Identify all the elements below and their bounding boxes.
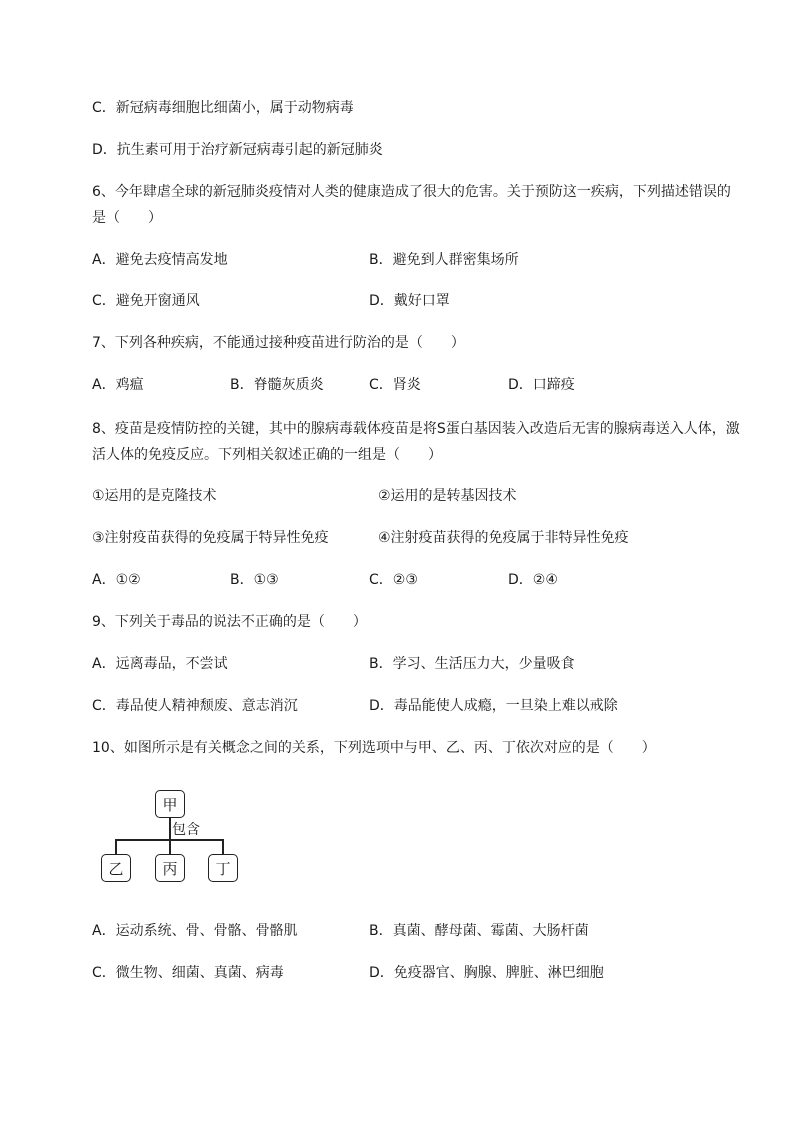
q7-option-a: A．鸡瘟 [92, 377, 144, 393]
q10-option-b: B．真菌、酵母菌、霉菌、大肠杆菌 [369, 923, 589, 939]
q8-statement-4: ④注射疫苗获得的免疫属于非特异性免疫 [378, 530, 629, 546]
q9-option-a: A．远离毒品，不尝试 [92, 656, 228, 672]
q6-option-c: C．避免开窗通风 [92, 293, 200, 309]
diagram-node-left: 乙 [101, 854, 131, 882]
q10-option-a: A．运动系统、骨、骨骼、骨骼肌 [92, 923, 298, 939]
q6-option-d: D．戴好口罩 [369, 293, 450, 309]
q6-stem: 6、今年肆虐全球的新冠肺炎疫情对人类的健康造成了很大的危害。关于预防这一疾病，下列描述错误的是（ ） [92, 184, 731, 226]
q7-option-c: C．肾炎 [369, 377, 421, 393]
q7-option-d: D．口蹄疫 [508, 377, 575, 393]
diagram-drop-middle [169, 839, 171, 854]
q8-option-d: D．②④ [508, 572, 558, 588]
q9-option-d: D．毒品能使人成瘾，一旦染上难以戒除 [369, 698, 618, 714]
q8-stem: 8、疫苗是疫情防控的关键，其中的腺病毒载体疫苗是将S蛋白基因装入改造后无害的腺病毒送入人体，激活人体的免疫反应。下列相关叙述正确的一组是（ ） [92, 421, 740, 463]
q8-option-b: B．①③ [230, 572, 279, 588]
q8-option-c: C．②③ [369, 572, 418, 588]
q8-option-a: A．①② [92, 572, 141, 588]
q10-stem: 10、如图所示是有关概念之间的关系，下列选项中与甲、乙、丙、丁依次对应的是（ ） [92, 740, 656, 756]
q7-stem: 7、下列各种疾病，不能通过接种疫苗进行防治的是（ ） [92, 335, 465, 351]
q9-option-c: C．毒品使人精神颓废、意志消沉 [92, 698, 298, 714]
q8-statement-2: ②运用的是转基因技术 [378, 488, 517, 504]
q9-stem: 9、下列关于毒品的说法不正确的是（ ） [92, 614, 367, 630]
q6-option-a: A．避免去疫情高发地 [92, 252, 228, 268]
diagram-node-top: 甲 [155, 790, 185, 818]
q10-option-c: C．微生物、细菌、真菌、病毒 [92, 965, 284, 981]
q8-statement-3: ③注射疫苗获得的免疫属于特异性免疫 [92, 530, 329, 546]
diagram-node-middle: 丙 [155, 854, 185, 882]
q5-option-c: C．新冠病毒细胞比细菌小，属于动物病毒 [92, 100, 354, 116]
diagram-drop-left [115, 839, 117, 854]
diagram-relation-label: 包含 [172, 822, 200, 838]
q8-statement-1: ①运用的是克隆技术 [92, 488, 217, 504]
q5-option-d: D．抗生素可用于治疗新冠病毒引起的新冠肺炎 [92, 142, 383, 158]
diagram-node-right: 丁 [208, 854, 238, 882]
q9-option-b: B．学习、生活压力大，少量吸食 [369, 656, 575, 672]
diagram-drop-right [222, 839, 224, 854]
q10-option-d: D．免疫器官、胸腺、脾脏、淋巴细胞 [369, 965, 604, 981]
q7-option-b: B．脊髓灰质炎 [230, 377, 324, 393]
diagram-stem-line [169, 818, 171, 839]
q6-option-b: B．避免到人群密集场所 [369, 252, 519, 268]
